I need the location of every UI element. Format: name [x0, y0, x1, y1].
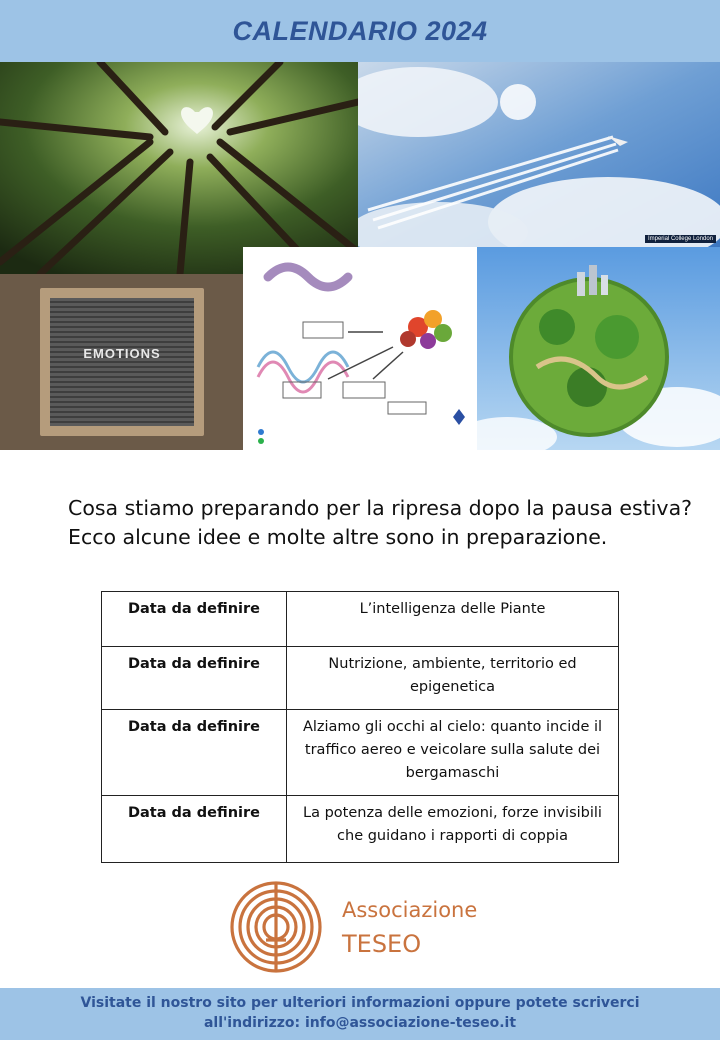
sky-photo — [358, 62, 720, 247]
footer-banner — [0, 988, 720, 1040]
footer-contact[interactable]: all'indirizzo: info@associazione-teseo.it — [203, 1015, 517, 1031]
letter-board — [40, 288, 204, 436]
logo-line-1: Associazione — [342, 898, 478, 922]
table-row — [102, 647, 619, 710]
labyrinth-icon — [226, 880, 326, 975]
page-title: CALENDARIO 2024 — [232, 16, 488, 46]
event-date: Data da definire — [102, 796, 287, 863]
emotions-photo — [0, 274, 243, 450]
photo-collage — [0, 62, 720, 450]
table-row — [102, 592, 619, 647]
emotions-board-text: EMOTIONS — [83, 346, 161, 361]
event-title: Alziamo gli occhi al cielo: quanto incide il traffico aereo e veicolare sulla salute dei bergamaschi — [287, 710, 619, 796]
table-row — [102, 796, 619, 863]
image-caption: Imperial College London — [645, 235, 716, 243]
event-date: Data da definire — [102, 647, 287, 710]
event-date: Data da definire — [102, 710, 287, 796]
epigenetics-diagram — [243, 247, 477, 450]
event-title: Nutrizione, ambiente, territorio ed epigenetica — [287, 647, 619, 710]
green-planet-photo — [477, 247, 720, 450]
association-logo — [226, 880, 496, 975]
event-date: Data da definire — [102, 592, 287, 647]
forest-photo — [0, 62, 358, 274]
intro-text — [68, 494, 708, 552]
table-row — [102, 710, 619, 796]
logo-line-2: TESEO — [342, 930, 422, 958]
event-title: L’intelligenza delle Piante — [287, 592, 619, 647]
footer-line-1: Visitate il nostro sito per ulteriori informazioni oppure potete scriverci — [80, 995, 640, 1011]
intro-line-1: Cosa stiamo preparando per la ripresa dopo la pausa estiva? — [68, 496, 693, 520]
header-banner — [0, 0, 720, 63]
event-title: La potenza delle emozioni, forze invisibili che guidano i rapporti di coppia — [287, 796, 619, 863]
intro-line-2: Ecco alcune idee e molte altre sono in preparazione. — [68, 525, 608, 549]
events-table — [101, 591, 619, 863]
